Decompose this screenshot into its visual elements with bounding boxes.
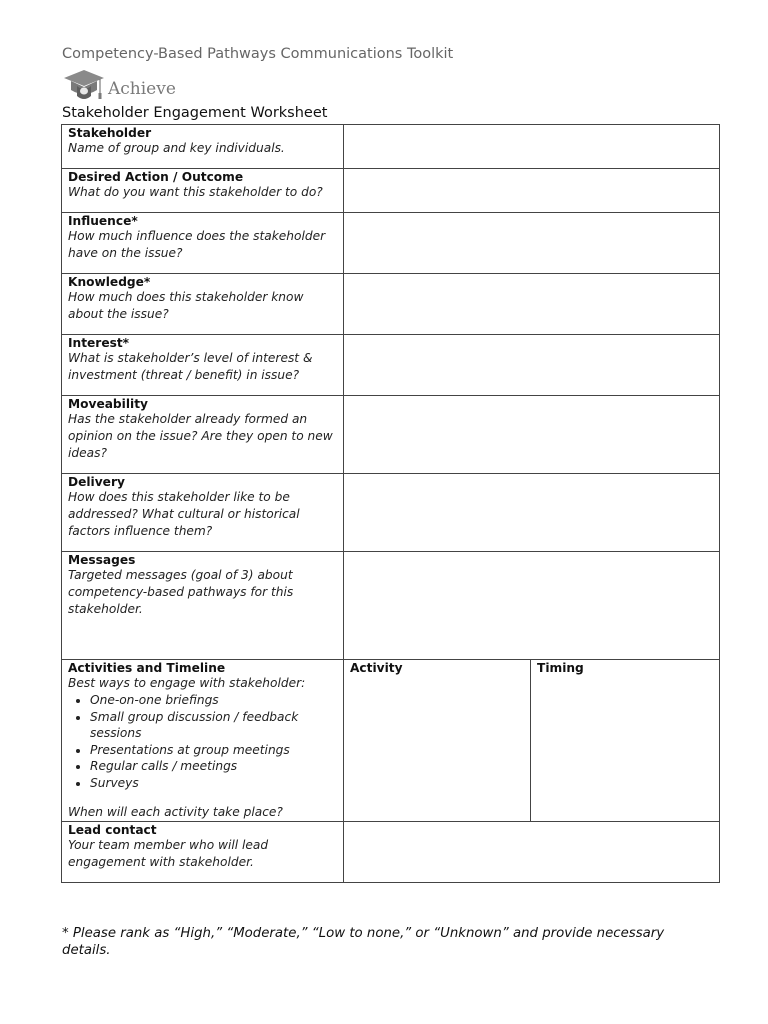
row-label-cell xyxy=(62,213,344,274)
activity-input-cell[interactable] xyxy=(344,660,531,822)
row-label-cell xyxy=(62,660,344,822)
row-description: How much influence does the stakeholder have on the issue? xyxy=(68,229,326,260)
worksheet-title: Stakeholder Engagement Worksheet xyxy=(62,105,328,121)
achieve-logo xyxy=(62,68,176,106)
graduation-cap-logo-icon xyxy=(62,68,106,106)
desired-action-input-cell[interactable] xyxy=(344,169,720,213)
engagement-methods-list xyxy=(68,692,337,791)
row-label-cell xyxy=(62,474,344,552)
list-item: • Small group discussion / feedback sessions xyxy=(90,709,337,742)
row-label: Delivery xyxy=(68,475,125,489)
row-label-cell xyxy=(62,552,344,660)
row-label-cell xyxy=(62,274,344,335)
table-row xyxy=(62,335,720,396)
table-row xyxy=(62,660,720,822)
table-row xyxy=(62,552,720,660)
row-label: Influence* xyxy=(68,214,138,228)
row-label: Messages xyxy=(68,553,136,567)
timing-input-cell[interactable] xyxy=(531,660,720,822)
table-row xyxy=(62,822,720,883)
list-item: • Presentations at group meetings xyxy=(90,742,337,759)
table-row xyxy=(62,169,720,213)
list-item: • Regular calls / meetings xyxy=(90,758,337,775)
row-description: Targeted messages (goal of 3) about competency-based pathways for this stakeholder. xyxy=(68,568,294,616)
row-label-cell xyxy=(62,396,344,474)
stakeholder-input-cell[interactable] xyxy=(344,125,720,169)
influence-input-cell[interactable] xyxy=(344,213,720,274)
row-label-cell xyxy=(62,335,344,396)
list-item: • Surveys xyxy=(90,775,337,792)
row-label-cell xyxy=(62,822,344,883)
messages-input-cell[interactable] xyxy=(344,552,720,660)
knowledge-input-cell[interactable] xyxy=(344,274,720,335)
moveability-input-cell[interactable] xyxy=(344,396,720,474)
row-description: How much does this stakeholder know about the issue? xyxy=(68,290,304,321)
interest-input-cell[interactable] xyxy=(344,335,720,396)
table-row xyxy=(62,125,720,169)
lead-contact-input-cell[interactable] xyxy=(344,822,720,883)
list-item: • One-on-one briefings xyxy=(90,692,337,709)
table-row xyxy=(62,274,720,335)
row-label: Stakeholder xyxy=(68,126,152,140)
activity-column-header: Activity xyxy=(350,661,403,675)
table-row xyxy=(62,474,720,552)
row-description: What is stakeholder’s level of interest & investment (threat / benefit) in issue? xyxy=(68,351,313,382)
row-description: What do you want this stakeholder to do? xyxy=(68,185,323,199)
row-description: How does this stakeholder like to be addressed? What cultural or historical factors influence them? xyxy=(68,490,300,538)
row-label: Activities and Timeline xyxy=(68,661,226,675)
row-label: Knowledge* xyxy=(68,275,151,289)
row-label: Lead contact xyxy=(68,823,157,837)
row-label-cell xyxy=(62,169,344,213)
toolkit-title: Competency-Based Pathways Communications Toolkit xyxy=(62,46,454,62)
stakeholder-worksheet-table xyxy=(61,124,720,883)
delivery-input-cell[interactable] xyxy=(344,474,720,552)
row-description: Has the stakeholder already formed an opinion on the issue? Are they open to new ideas? xyxy=(68,412,333,460)
table-row xyxy=(62,396,720,474)
row-description: Your team member who will lead engagement with stakeholder. xyxy=(68,838,269,869)
row-label: Interest* xyxy=(68,336,130,350)
table-row xyxy=(62,213,720,274)
timing-question: When will each activity take place? xyxy=(68,805,283,819)
row-label: Moveability xyxy=(68,397,148,411)
row-label: Desired Action / Outcome xyxy=(68,170,244,184)
timing-column-header: Timing xyxy=(537,661,584,675)
logo-text: Achieve xyxy=(108,79,176,99)
ranking-footnote: * Please rank as “High,” “Moderate,” “Low to none,” or “Unknown” and provide necessary details. xyxy=(62,926,665,958)
row-label-cell xyxy=(62,125,344,169)
row-description: Name of group and key individuals. xyxy=(68,141,285,155)
row-description: Best ways to engage with stakeholder: xyxy=(68,676,306,690)
